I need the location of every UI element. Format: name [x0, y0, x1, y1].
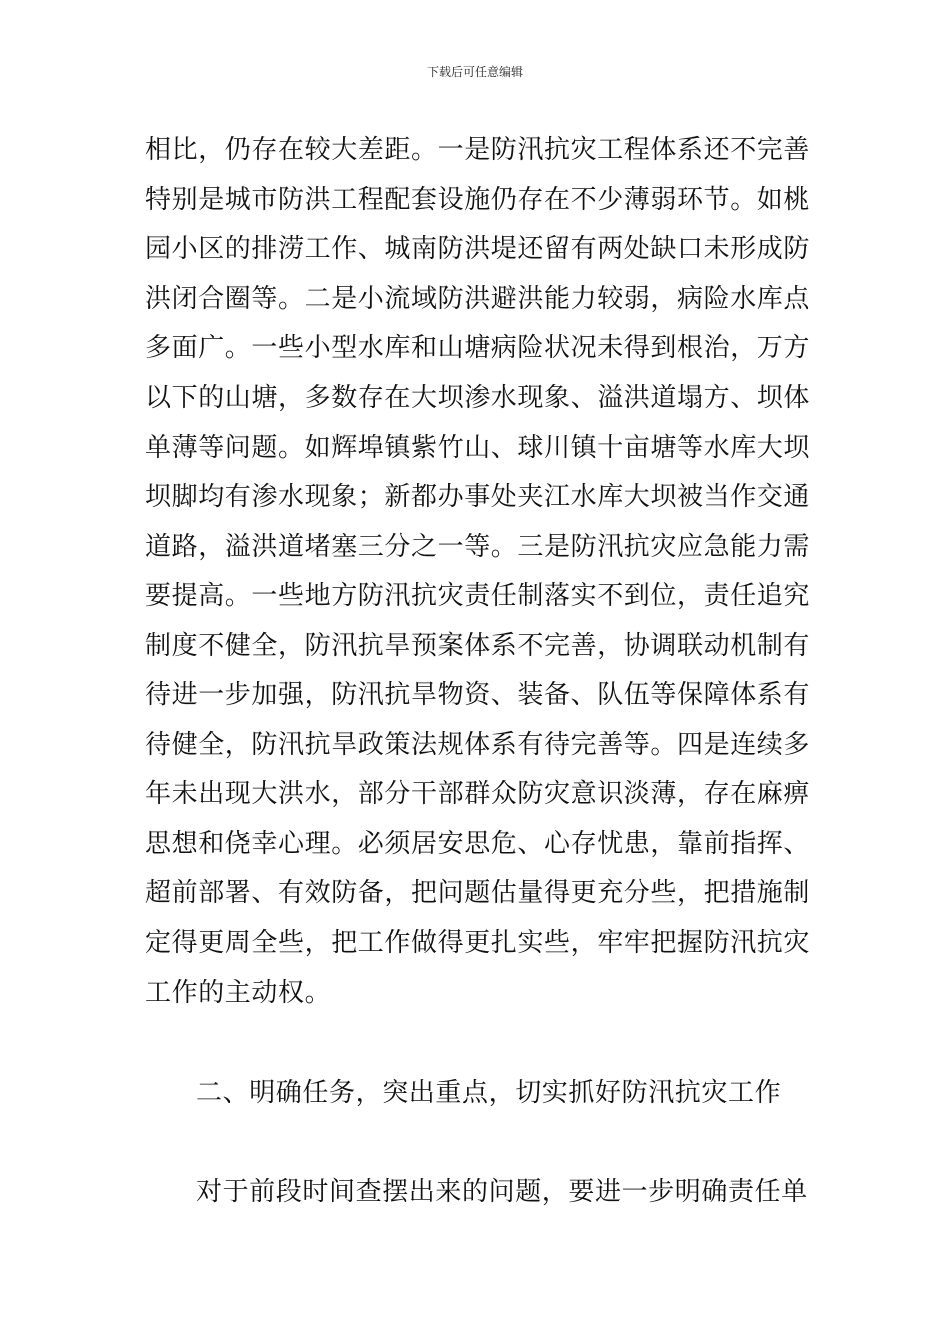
paragraph-line: 以下的山塘，多数存在大坝渗水现象、溢洪道塌方、坝体 [145, 383, 811, 413]
paragraph-line: 思想和侥幸心理。必须居安思危、心存忧患，靠前指挥、 [145, 829, 811, 859]
paragraph-line: 坝脚均有渗水现象；新都办事处夹江水库大坝被当作交通 [145, 482, 811, 512]
paragraph-line: 要提高。一些地方防汛抗灾责任制落实不到位，责任追究 [145, 581, 811, 611]
paragraph-line: 特别是城市防洪工程配套设施仍存在不少薄弱环节。如桃 [145, 185, 811, 215]
paragraph-line: 待健全，防汛抗旱政策法规体系有待完善等。四是连续多 [145, 730, 811, 760]
section-heading: 二、明确任务，突出重点，切实抓好防汛抗灾工作 [196, 1078, 782, 1108]
paragraph-line: 园小区的排涝工作、城南防洪堤还留有两处缺口未形成防 [145, 234, 811, 264]
paragraph-line: 多面广。一些小型水库和山塘病险状况未得到根治，万方 [145, 333, 811, 363]
paragraph-line: 对于前段时间查摆出来的问题，要进一步明确责任单 [196, 1177, 808, 1207]
paragraph-line: 道路，溢洪道堵塞三分之一等。三是防汛抗灾应急能力需 [145, 532, 811, 562]
paragraph-line: 定得更周全些，把工作做得更扎实些，牢牢把握防汛抗灾 [145, 928, 811, 958]
paragraph-line: 年未出现大洪水，部分干部群众防灾意识淡薄，存在麻痹 [145, 779, 811, 809]
paragraph-line: 相比，仍存在较大差距。一是防汛抗灾工程体系还不完善 [145, 135, 811, 165]
paragraph-line: 单薄等问题。如辉埠镇紫竹山、球川镇十亩塘等水库大坝 [145, 433, 811, 463]
paragraph-line: 洪闭合圈等。二是小流域防洪避洪能力较弱，病险水库点 [145, 284, 811, 314]
paragraph-line: 工作的主动权。 [145, 978, 332, 1008]
page-header-note: 下载后可任意编辑 [426, 65, 523, 79]
paragraph-line: 待进一步加强，防汛抗旱物资、装备、队伍等保障体系有 [145, 680, 811, 710]
paragraph-line: 超前部署、有效防备，把问题估量得更充分些，把措施制 [145, 878, 811, 908]
paragraph-line: 制度不健全，防汛抗旱预案体系不完善，协调联动机制有 [145, 631, 811, 661]
